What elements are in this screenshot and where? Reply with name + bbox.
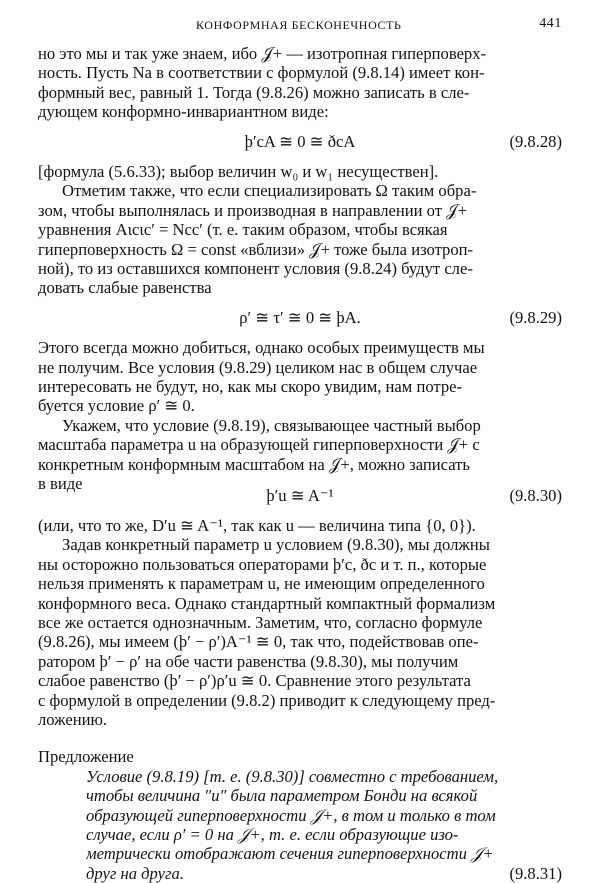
text-line: (9.8.26), мы имеем (þ′ − ρ′)A⁻¹ ≅ 0, так что, подействовав опе- bbox=[38, 632, 479, 652]
spacer bbox=[38, 729, 562, 741]
text-line: уравнения Aιcιc′ = Ncc′ (т. е. таким образом, чтобы всякая bbox=[38, 220, 448, 240]
equation-number: (9.8.31) bbox=[509, 863, 562, 883]
text-line: формный вес, равный 1. Тогда (9.8.26) можно записать в сле- bbox=[38, 82, 470, 102]
equation-number: (9.8.29) bbox=[509, 307, 562, 327]
text-line: масштаба параметра u на образующей гиперповерхности 𝒥+ с bbox=[38, 435, 480, 455]
equation-formula: þ′cA ≅ 0 ≅ ðcA bbox=[244, 131, 356, 151]
equation-formula: þ′u ≅ A⁻¹ bbox=[266, 485, 334, 505]
text-line: друг на друга. bbox=[86, 863, 184, 883]
text-line: буется условие ρ′ ≅ 0. bbox=[38, 396, 195, 416]
text-line: ложению. bbox=[38, 709, 108, 729]
paragraph-3 bbox=[38, 338, 562, 493]
text-line: не получим. Все условия (9.8.29) целиком нас в общем случае bbox=[38, 357, 478, 377]
text-line: с формулой в определении (9.8.2) приводит к следующему пред- bbox=[38, 690, 496, 710]
text-line: случае, если ρ′ = 0 на 𝒥+, т. е. если образующие изо- bbox=[86, 824, 459, 844]
text-line: ны осторожно пользоваться операторами þ′c, ðc и т. п., которые bbox=[38, 554, 487, 574]
text-line: конформного веса. Однако стандартный компактный формализм bbox=[38, 593, 496, 613]
paragraph-1 bbox=[38, 44, 562, 122]
text-line: дующем конформно-инвариантном виде: bbox=[38, 102, 329, 122]
text-line-last bbox=[86, 864, 562, 883]
text-line: [формула (5.6.33); выбор величин w₀ и w₁ несуществен]. bbox=[38, 162, 439, 182]
text-line: ность. Пусть Na в соответствии с формулой (9.8.14) имеет кон- bbox=[38, 63, 485, 83]
proposition-heading: Предложение bbox=[38, 747, 134, 767]
text-line: образующей гиперповерхности 𝒥+, в том и только в том bbox=[86, 805, 496, 825]
equation-number: (9.8.28) bbox=[509, 131, 562, 151]
text-line: Этого всегда можно добиться, однако особых преимуществ мы bbox=[38, 338, 485, 358]
equation-9-8-28 bbox=[38, 132, 562, 151]
proposition-text bbox=[38, 767, 562, 883]
text-line: все же остается однозначным. Заметим, что, согласно формуле bbox=[38, 612, 483, 632]
page-body bbox=[38, 44, 562, 883]
text-line: чтобы величина ″u″ была параметром Бонди на всякой bbox=[86, 786, 478, 806]
equation-number: (9.8.30) bbox=[509, 485, 562, 505]
text-line: ной), то из оставшихся компонент условия (9.8.24) будут сле- bbox=[38, 259, 473, 279]
equation-formula: ρ′ ≅ τ′ ≅ 0 ≅ þA. bbox=[239, 307, 361, 327]
text-line: Отметим также, что если специализировать Ω таким обра- bbox=[62, 181, 477, 201]
text-line: Задав конкретный параметр u условием (9.8.30), мы должны bbox=[62, 535, 490, 555]
paragraph-4 bbox=[38, 516, 562, 729]
page-header bbox=[38, 16, 562, 36]
text-line: слабое равенство (þ′ − ρ′)ρ′u ≅ 0. Сравнение этого результата bbox=[38, 671, 471, 691]
text-line: гиперповерхность Ω = const «вблизи» 𝒥+ тоже была изотроп- bbox=[38, 239, 474, 259]
text-line: (или, что то же, D′u ≅ A⁻¹, так как u — величина типа {0, 0}). bbox=[38, 515, 476, 535]
running-head: КОНФОРМНАЯ БЕСКОНЕЧНОСТЬ bbox=[196, 18, 402, 32]
equation-9-8-29 bbox=[38, 308, 562, 327]
equation-9-8-30 bbox=[38, 486, 562, 505]
text-line: но это мы и так уже знаем, ибо 𝒥+ — изотропная гиперповерх- bbox=[38, 44, 487, 63]
text-line: Укажем, что условие (9.8.19), связывающее частный выбор bbox=[62, 415, 481, 435]
text-line: нельзя применять к параметрам u, не имеющим определенного bbox=[38, 574, 485, 594]
text-line: Условие (9.8.19) [т. е. (9.8.30)] совместно с требованием, bbox=[86, 766, 499, 786]
text-line: метрически отображают сечения гиперповерхности 𝒥+ bbox=[86, 844, 494, 864]
page-number: 441 bbox=[539, 16, 562, 31]
text-line: в виде bbox=[38, 474, 83, 494]
text-line: довать слабые равенства bbox=[38, 278, 212, 298]
paragraph-2 bbox=[38, 162, 562, 298]
text-line: зом, чтобы выполнялась и производная в направлении от 𝒥+ bbox=[38, 200, 467, 220]
text-line: интересовать не будут, но, как мы скоро увидим, нам потре- bbox=[38, 377, 463, 397]
text-line: конкретным конформным масштабом на 𝒥+, можно записать bbox=[38, 454, 470, 474]
text-line: ратором þ′ − ρ′ на обе части равенства (9.8.30), мы получим bbox=[38, 651, 459, 671]
